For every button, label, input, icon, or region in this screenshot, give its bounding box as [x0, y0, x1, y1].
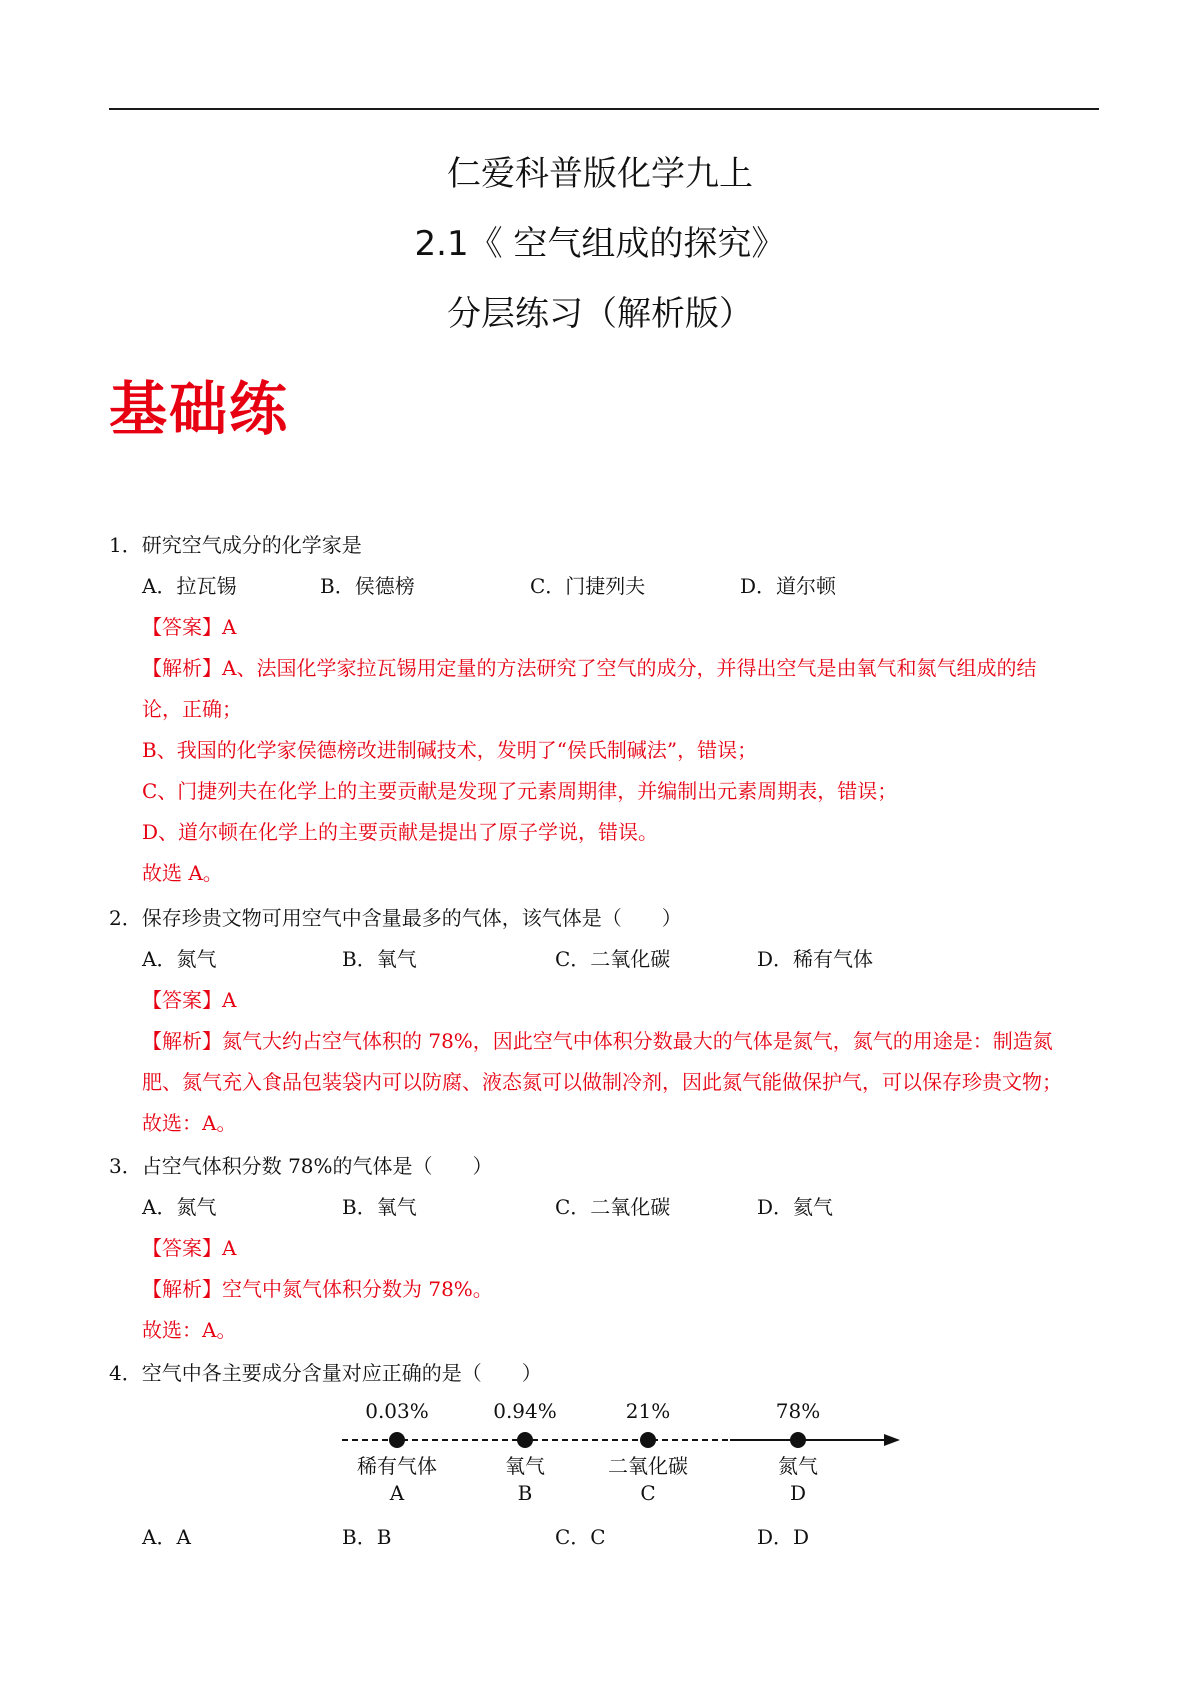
gas-label-a: 稀有气体	[357, 1454, 437, 1478]
q4-stem: 4．空气中各主要成分含量对应正确的是（ ）	[109, 1361, 542, 1385]
q2-option-a: A．氮气	[142, 947, 217, 971]
q3-answer: 【答案】A	[142, 1236, 237, 1260]
arrow-head	[884, 1434, 900, 1446]
q2-option-c: C．二氧化碳	[555, 947, 671, 971]
q1-option-a: A．拉瓦锡	[142, 574, 237, 598]
q1-conclusion: 故选 A。	[142, 861, 223, 885]
header-rule	[109, 108, 1099, 110]
point-b	[517, 1432, 533, 1448]
composition-number-line	[330, 1390, 910, 1520]
q3-conclusion: 故选：A。	[142, 1318, 237, 1342]
gas-label-d: 氮气	[778, 1454, 818, 1478]
doc-title: 仁爱科普版化学九上	[447, 154, 753, 194]
q2-conclusion: 故选：A。	[142, 1111, 237, 1135]
q1-option-d: D．道尔顿	[740, 574, 837, 598]
q2-option-d: D．稀有气体	[757, 947, 874, 971]
q3-option-d: D．氦气	[757, 1195, 834, 1219]
q1-option-c: C．门捷列夫	[530, 574, 646, 598]
percent-label-b: 0.94%	[493, 1399, 557, 1423]
percent-label-c: 21%	[625, 1399, 671, 1423]
q2-analysis-1: 【解析】氮气大约占空气体积的 78%，因此空气中体积分数最大的气体是氮气，氮气的用途是：制造氮	[142, 1029, 1053, 1053]
letter-label-a: A	[389, 1481, 405, 1505]
point-d	[790, 1432, 806, 1448]
q4-option-b: B．B	[342, 1525, 392, 1549]
q1-analysis-3: B、我国的化学家侯德榜改进制碱技术，发明了“侯氏制碱法”，错误；	[142, 738, 758, 762]
percent-label-a: 0.03%	[365, 1399, 429, 1423]
q2-option-b: B．氧气	[342, 947, 417, 971]
q3-stem: 3．占空气体积分数 78%的气体是（ ）	[109, 1154, 493, 1178]
q4-option-a: A．A	[142, 1525, 191, 1549]
q2-answer: 【答案】A	[142, 988, 237, 1012]
q1-stem: 1．研究空气成分的化学家是	[109, 533, 362, 557]
section-heading: 基础练	[109, 375, 290, 443]
q3-option-c: C．二氧化碳	[555, 1195, 671, 1219]
q1-analysis-1: 【解析】A、法国化学家拉瓦锡用定量的方法研究了空气的成分，并得出空气是由氧气和氮气组成的结	[142, 656, 1037, 680]
q3-analysis-1: 【解析】空气中氮气体积分数为 78%。	[142, 1277, 493, 1301]
q1-answer: 【答案】A	[142, 615, 237, 639]
q2-analysis-2: 肥、氮气充入食品包装袋内可以防腐、液态氮可以做制冷剂，因此氮气能做保护气，可以保存珍贵文物；	[142, 1070, 1062, 1094]
q4-option-c: C．C	[555, 1525, 606, 1549]
gas-label-c: 二氧化碳	[608, 1454, 688, 1478]
q1-analysis-4: C、门捷列夫在化学上的主要贡献是发现了元素周期律，并编制出元素周期表，错误；	[142, 779, 898, 803]
percent-label-d: 78%	[775, 1399, 821, 1423]
q1-option-b: B．侯德榜	[320, 574, 415, 598]
letter-label-d: D	[789, 1481, 807, 1505]
q4-option-d: D．D	[757, 1525, 810, 1549]
q2-stem: 2．保存珍贵文物可用空气中含量最多的气体，该气体是（ ）	[109, 906, 682, 930]
q3-option-b: B．氧气	[342, 1195, 417, 1219]
point-c	[640, 1432, 656, 1448]
letter-label-c: C	[640, 1481, 656, 1505]
q1-analysis-5: D、道尔顿在化学上的主要贡献是提出了原子学说，错误。	[142, 820, 659, 844]
doc-subtitle-2: 分层练习（解析版）	[447, 294, 753, 334]
q3-option-a: A．氮气	[142, 1195, 217, 1219]
doc-subtitle: 2.1《 空气组成的探究》	[414, 224, 786, 264]
point-a	[389, 1432, 405, 1448]
letter-label-b: B	[517, 1481, 533, 1505]
gas-label-b: 氧气	[505, 1454, 545, 1478]
q1-analysis-2: 论，正确；	[142, 697, 242, 721]
